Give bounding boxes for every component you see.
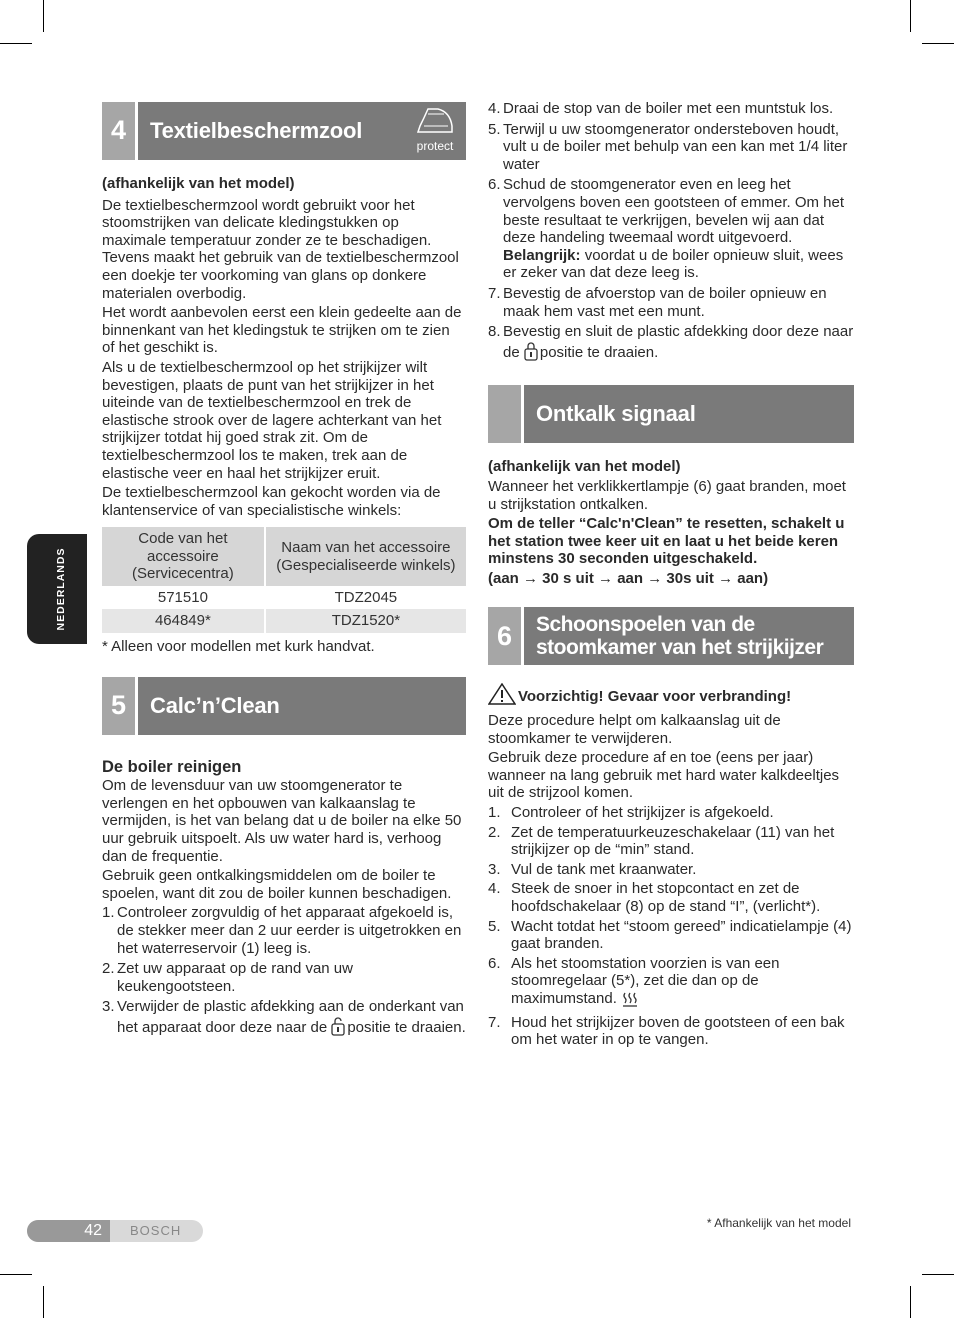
step-number: 6. (488, 176, 501, 194)
list-item (488, 1014, 854, 1049)
list-item (488, 824, 854, 859)
brand-label: BOSCH (130, 1223, 182, 1238)
table-cell: 571510 (157, 588, 208, 606)
step-number: 5. (488, 917, 501, 935)
crop-mark (43, 0, 44, 32)
warning-line (488, 683, 854, 710)
crop-mark (0, 1274, 32, 1275)
step-text: Als het stoomstation voorzien is van een stoomregelaar (5*), zet die dan op de maximumstand. (511, 954, 780, 1007)
step-text: Controleer of het strijkijzer is afgekoeld. (511, 804, 774, 822)
section-title-line: Schoonspoelen van de (536, 613, 755, 637)
list-item (488, 100, 854, 118)
protect-label: protect (416, 138, 454, 153)
list-item (488, 918, 854, 953)
step-text: Bevestig de afvoerstop van de boiler opnieuw en maak hem vast met een munt. (503, 284, 827, 320)
iron-soleplate-icon (410, 106, 460, 156)
step-text-after: positie te draaien. (347, 1018, 466, 1036)
section-title: Calc’n’Clean (150, 692, 280, 718)
language-tab (27, 534, 87, 644)
section-number: 4 (102, 102, 138, 160)
model-note: (afhankelijk van het model) (102, 175, 295, 192)
reset-instructions: Om de teller “Calc'n'Clean” te resetten, schakelt u het station twee keer uit en laat u het beide keren minstens 30 seconden uitgeschakeld. (488, 515, 845, 568)
table-header: Code van het accessoire (Servicecentra) (102, 527, 265, 586)
step-number: 3. (102, 998, 115, 1016)
section-5-header (102, 677, 466, 735)
lock-icon (524, 341, 538, 366)
rinse-steps (488, 804, 854, 1049)
paragraph: De textielbeschermzool wordt gebruikt voor het stoomstrijken van delicate kledingstukken op maximale temperatuur zonder ze te beschadigen. Tevens maakt het gebruik van de textielbeschermzool een doekje ter voorkoming van glans op donkere materialen overbodig. (102, 196, 459, 302)
important-label: Belangrijk: (503, 246, 581, 264)
list-item (488, 285, 854, 320)
paragraph: Gebruik geen ontkalkingsmiddelen om de boiler te spoelen, want dit zou de boiler kunnen beschadigen. (102, 867, 452, 902)
reset-sequence: (aan → 30 s uit → aan → 30s uit → aan) (488, 569, 769, 587)
list-item (102, 904, 466, 957)
right-column (488, 100, 854, 1051)
list-item (488, 323, 854, 365)
table-row (102, 609, 466, 633)
step-text: Zet de temperatuurkeuzeschakelaar (11) van het strijkijzer op de “min” stand. (511, 823, 835, 859)
crop-mark (43, 1286, 44, 1318)
crop-mark (0, 43, 32, 44)
warning-triangle-icon (488, 683, 516, 710)
list-item (102, 998, 466, 1040)
left-column (102, 102, 466, 1043)
list-item (488, 121, 854, 174)
section-4-header (102, 102, 466, 160)
table-cell: 464849* (102, 609, 265, 633)
list-item (488, 880, 854, 915)
table-cell: TDZ1520* (265, 609, 466, 633)
step-number: 4. (488, 100, 501, 117)
important-text: voordat u de boiler opnieuw sluit, wees er zeker van dat deze leeg is. (503, 246, 844, 282)
section-title: Ontkalk signaal (536, 401, 696, 427)
language-tab-label: NEDERLANDS (55, 547, 67, 631)
warning-text: Voorzichtig! Gevaar voor verbranding! (518, 688, 792, 706)
subheading: De boiler reinigen (102, 757, 242, 776)
step-text: Wacht totdat het “stoom gereed” indicatielampje (4) gaat branden. (511, 917, 852, 953)
step-text: Vul de tank met kraanwater. (511, 860, 697, 878)
table-note: * Alleen voor modellen met kurk handvat. (102, 637, 375, 655)
list-item (488, 861, 854, 879)
list-item (488, 176, 854, 282)
paragraph: Het wordt aanbevolen eerst een klein gedeelte aan de binnenkant van het kledingstuk te strijken om te zien of het geschikt is. (102, 304, 462, 357)
step-text: Bevestig en sluit de plastic afdekking door deze naar de (503, 323, 854, 361)
step-text: Controleer zorgvuldig of het apparaat afgekoeld is, de stekker meer dan 2 uur eerder is uitgetrokken en het waterreservoir (1) leeg is. (117, 904, 462, 957)
paragraph: Wanneer het verklikkertlampje (6) gaat branden, moet u strijkstation ontkalken. (488, 477, 846, 513)
paragraph: Gebruik deze procedure af en toe (eens per jaar) wanneer na lang gebruik met hard water kalkdeeltjes uit de strijzool komen. (488, 749, 840, 802)
boiler-steps (102, 904, 466, 1040)
section-number: 5 (102, 677, 138, 735)
step-number: 1. (488, 804, 501, 822)
accessory-table (102, 527, 466, 633)
step-number: 2. (102, 960, 115, 978)
step-number: 2. (488, 823, 501, 841)
section-6-header (488, 607, 854, 665)
model-note: (afhankelijk van het model) (488, 458, 681, 476)
section-number: 6 (488, 607, 524, 665)
step-text: Zet uw apparaat op de rand van uw keukengootsteen. (117, 960, 353, 995)
crop-mark (910, 1286, 911, 1318)
section-title: Textielbeschermzool (150, 118, 363, 143)
step-number: 7. (488, 284, 501, 302)
step-number: 4. (488, 880, 501, 898)
paragraph: Om de levensduur van uw stoomgenerator te verlengen en het opbouwen van kalkaanslag te vermijden, is het van belang dat u de boiler na elke 50 uur gebruik uitspoelt. Als uw water hard is, verhoog dan de frequentie. (102, 777, 462, 865)
crop-mark (922, 1274, 954, 1275)
step-text: Draai de stop van de boiler met een muntstuk los. (503, 100, 834, 117)
table-header: Naam van het accessoire (Gespecialiseerde winkels) (265, 527, 466, 586)
step-text: Steek de snoer in het stopcontact en zet de hoofdschakelaar (8) op de stand “I”, (verlicht*). (511, 880, 821, 915)
step-text: Houd het strijkijzer boven de gootsteen of een bak om het water in op te vangen. (511, 1013, 845, 1049)
paragraph: Deze procedure helpt om kalkaanslag uit de stoomkamer te verwijderen. (488, 712, 781, 747)
section-title-line: stoomkamer van het strijkijzer (536, 636, 824, 660)
boiler-steps-continued (488, 100, 854, 365)
unlock-icon (331, 1016, 345, 1041)
list-item (488, 955, 854, 1012)
crop-mark (922, 43, 954, 44)
step-number: 3. (488, 860, 501, 878)
table-row (102, 586, 466, 610)
step-number: 7. (488, 1013, 501, 1031)
crop-mark (910, 0, 911, 32)
step-text-after: positie te draaien. (539, 343, 659, 361)
paragraph: Als u de textielbeschermzool op het strijkijzer wilt bevestigen, plaats de punt van het strijkijzer in het uiteinde van de textielbeschermzool en trek de elastische strook over de lagere achterkant van het strijkijzer totdat hij goed strak zit. Om de textielbeschermzool los te maken, trek aan de elastische veer en haal het strijkijzer eruit. (102, 358, 442, 482)
section-number-blank (488, 385, 524, 443)
step-text: Terwijl u uw stoomgenerator ondersteboven houdt, vult u de boiler met behulp van een kan met 1/4 liter water (503, 120, 848, 173)
page-number: 42 (27, 1220, 110, 1242)
paragraph: De textielbeschermzool kan gekocht worden via de klantenservice of van specialistische winkels: (102, 484, 441, 519)
list-item (102, 960, 466, 995)
steam-max-icon (621, 991, 639, 1012)
step-number: 8. (488, 323, 501, 341)
list-item (488, 804, 854, 822)
section-title (524, 613, 823, 659)
footnote: * Afhankelijk van het model (706, 1216, 851, 1230)
step-text: Schud de stoomgenerator even en leeg het vervolgens boven een gootsteen of emmer. Om het beste resultaat te verkrijgen, bevelen wij aan dat deze handeling tweemaal wordt uitgevoerd. (503, 176, 845, 247)
step-text: Verwijder de plastic afdekking aan de onderkant van het apparaat door deze naar de (117, 998, 464, 1036)
step-number: 1. (102, 904, 115, 922)
step-number: 5. (488, 120, 501, 138)
table-cell: TDZ2045 (265, 586, 466, 610)
ontkalk-signal-header (488, 385, 854, 443)
step-number: 6. (488, 954, 501, 972)
